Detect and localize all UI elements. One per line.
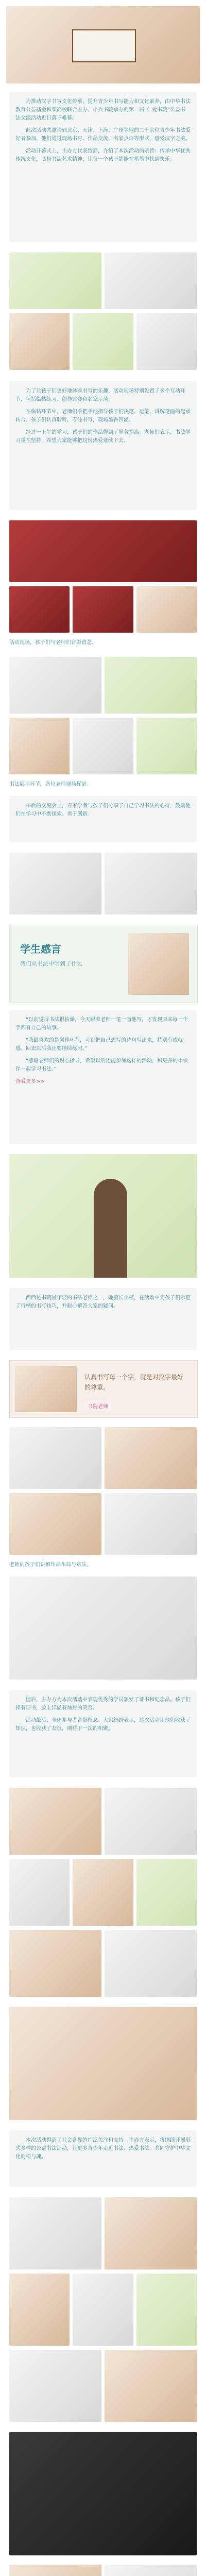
section6-paragraph: 随后，主办方为本次活动中表现优秀的学员颁发了证书和纪念品。孩子们捧着证书，脸上洋溢着灿烂的笑容。 <box>15 1697 191 1711</box>
photo <box>136 2274 197 2346</box>
photo <box>9 657 101 714</box>
banner-sign <box>72 29 136 62</box>
quote-text: 认真书写每一个字，就是对汉字最好的尊重。 <box>84 1374 184 1391</box>
section7-block <box>9 2130 197 2187</box>
testimonial-quote: “以前觉得书法很枯燥，今天跟着老师一笔一画地写，才发现原来每一个字都有自己的故事。” <box>15 1017 188 1031</box>
photo <box>136 586 197 633</box>
intro-paragraph: 为推动汉字书写文化传承，提升青少年书写能力和文化素养，由中华书法教育公益基金和某高校联合主办、小兵书院承办的第一届“仁爱书院”公益书法交流活动近日落下帷幕。 <box>15 99 191 121</box>
testimonial-card <box>9 925 198 1003</box>
section4-block <box>9 1010 197 1144</box>
photo-row <box>9 718 197 774</box>
photo <box>73 586 133 633</box>
section5-paragraph: 西西是书院最年轻的书法老师之一，她擅长小楷，在活动中为孩子们示范了行楷的书写技巧，并耐心解答大家的疑问。 <box>15 1295 191 1309</box>
photo <box>9 2197 101 2269</box>
photo-row <box>9 1493 197 1555</box>
section3-paragraph: 午后的交流会上，专家学者与孩子们分享了自己学习书法的心得，鼓励他们在学习中不断探索、勇于创新。 <box>15 803 191 817</box>
photo <box>73 718 133 774</box>
group-photo <box>9 2007 197 2120</box>
section7-paragraph: 本次活动得到了社会各界的广泛关注和支持。主办方表示，将继续开展形式多样的公益书法活动，让更多青少年走近书法、热爱书法，共同守护中华文化的根与魂。 <box>15 2138 191 2160</box>
intro-paragraph: 此次活动共邀请到北京、天津、上海、广州等地的二十余位青少年书法爱好者参加，他们通过现场书写、作品交流、名家点评等形式，感受汉字之美。 <box>15 128 191 142</box>
photo-row <box>9 252 197 309</box>
section3-block <box>9 796 197 842</box>
photo-row <box>9 1427 197 1489</box>
banner-photo <box>6 6 200 83</box>
photo <box>9 1493 101 1555</box>
photo <box>105 853 197 914</box>
photo <box>9 1859 70 1926</box>
final-photo <box>9 2432 197 2555</box>
photo <box>9 853 101 914</box>
photo <box>105 2565 197 2576</box>
section5-block <box>9 1288 197 1350</box>
photo <box>9 1788 101 1855</box>
section2-paragraph: 经过一上午的学习，孩子们的作品得到了显著提高。老师们表示，书法学习重在坚持，希望大家能够把这份热爱延续下去。 <box>15 430 191 444</box>
quote-photo <box>15 1366 77 1412</box>
section3-caption: 书法展示环节，各位老师现场挥毫。 <box>9 782 92 787</box>
intro-block <box>9 92 197 242</box>
photo <box>9 1427 101 1489</box>
photo <box>105 657 197 714</box>
photo-row <box>9 1930 197 1997</box>
photo <box>9 2350 101 2422</box>
photo-row <box>9 657 197 714</box>
photo <box>9 1930 101 1997</box>
photo <box>105 2350 197 2422</box>
photo <box>105 1493 197 1555</box>
photo <box>9 252 101 309</box>
quote-card <box>9 1360 198 1418</box>
photo <box>105 2197 197 2269</box>
section6-block <box>9 1690 197 1777</box>
speaker-photo <box>9 1577 197 1680</box>
testimonial-quote: “我最喜欢的是创作环节，可以把自己想写的诗句写出来，特别有成就感。回去以后我还要继续练习。” <box>15 1038 183 1052</box>
section2-block <box>9 381 197 510</box>
stage-photo <box>9 520 197 582</box>
photo <box>136 1859 197 1926</box>
photo <box>105 1930 197 1997</box>
photo-row <box>9 313 197 370</box>
photo <box>9 313 70 370</box>
photo-row <box>9 2274 197 2346</box>
section6-paragraph: 活动最后，全体参与者合影留念。大家纷纷表示，这次活动让他们收获了知识，也收获了友谊，期待下一次的相聚。 <box>15 1718 191 1732</box>
photo <box>105 1788 197 1855</box>
photo <box>136 313 197 370</box>
teacher-portrait <box>9 1154 197 1278</box>
photo <box>9 718 70 774</box>
photo-row <box>9 2350 197 2422</box>
photo <box>136 718 197 774</box>
photo <box>73 2274 133 2346</box>
photo <box>9 2274 70 2346</box>
teacher-figure <box>94 1179 128 1278</box>
photo-row <box>9 1859 197 1926</box>
testimonial-heading: 学生感言 <box>20 943 61 955</box>
testimonial-quote: “感谢老师们的耐心指导，希望以后还能参加这样的活动，和更多的小伙伴一起学习书法。” <box>15 1058 188 1072</box>
student-photo <box>128 933 189 995</box>
photo-row <box>9 2565 197 2576</box>
testimonial-subheading: 我们从书法中学到了什么 <box>20 960 82 967</box>
photo-row <box>9 2197 197 2269</box>
section2-paragraph: 为了让孩子们更好地体验书写的乐趣，活动现场特别设置了多个互动环节，包括临帖练习、创作比赛和名家示范。 <box>15 388 185 402</box>
photo <box>105 1427 197 1489</box>
photo-row <box>9 586 197 633</box>
section6-caption: 老师向孩子们讲解作品布局与章法。 <box>9 1562 92 1568</box>
speaker-tag: 书院老师 <box>84 1401 111 1411</box>
photo <box>73 313 133 370</box>
photo-row <box>9 853 197 914</box>
photo <box>9 2565 101 2576</box>
photo <box>9 586 70 633</box>
photo <box>105 252 197 309</box>
intro-paragraph: 活动开幕式上，主办方代表致辞，介绍了本次活动的宗旨：传承中华优秀传统文化，弘扬书法艺术精神，让每一个孩子都能在笔墨中找到快乐。 <box>15 148 191 162</box>
photo <box>73 1859 133 1926</box>
section2-caption: 活动现场，孩子们与老师们合影留念。 <box>9 640 97 646</box>
more-link[interactable]: 查看更多>> <box>15 1079 45 1084</box>
photo-row <box>9 1788 197 1855</box>
section2-paragraph: 在临帖环节中，老师们手把手地指导孩子们执笔、运笔，讲解笔画的起承转合。孩子们认真聆听，专注书写，现场墨香四溢。 <box>15 409 191 423</box>
